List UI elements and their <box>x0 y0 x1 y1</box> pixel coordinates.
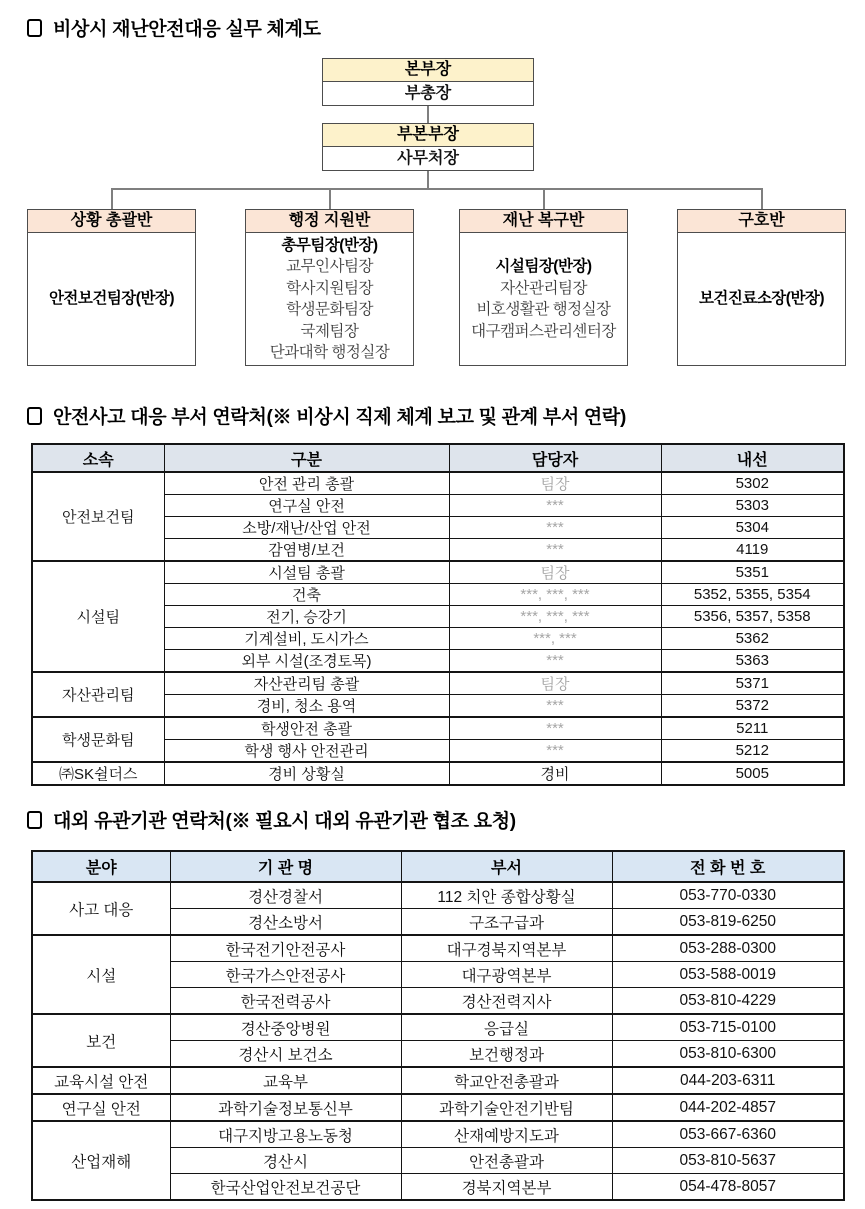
table-cell: ***, ***, *** <box>449 606 661 628</box>
org-branch-disaster-recovery <box>459 209 628 366</box>
org-branch-member: 학생문화팀장 <box>286 301 373 318</box>
table-row <box>32 1067 844 1094</box>
table-cell: 5302 <box>661 472 844 495</box>
table-cell: 053-810-6300 <box>612 1041 844 1068</box>
table-row <box>32 717 844 740</box>
table-cell: 과학기술안전기반팀 <box>401 1094 612 1121</box>
table-cell: 경산시 <box>170 1148 401 1174</box>
connector-line <box>543 188 545 209</box>
table-cell: 경비 <box>449 762 661 785</box>
table-cell: 기계설비, 도시가스 <box>164 628 449 650</box>
table-cell: 산재예방지도과 <box>401 1121 612 1148</box>
table-cell: 자산관리팀 총괄 <box>164 672 449 695</box>
table-cell: ***, ***, *** <box>449 584 661 606</box>
connector-line <box>427 171 429 188</box>
group-cell: 산업재해 <box>32 1121 170 1200</box>
table-row <box>32 561 844 584</box>
square-bullet-icon <box>27 407 42 425</box>
section-title-text: 대외 유관기관 연락처(※ 필요시 대외 유관기관 협조 요청) <box>53 811 516 832</box>
table-row <box>32 472 844 495</box>
table-cell: 5212 <box>661 740 844 763</box>
section-title-external-contacts <box>27 806 516 833</box>
table-cell: 대구경북지역본부 <box>401 935 612 962</box>
table-cell: 5303 <box>661 495 844 517</box>
connector-line <box>427 106 429 123</box>
section-title-dept-contacts <box>27 402 626 429</box>
org-branch-title: 행정 지원반 <box>246 210 413 233</box>
table-cell: 053-667-6360 <box>612 1121 844 1148</box>
table-cell: 안전총괄과 <box>401 1148 612 1174</box>
table-cell: ***, *** <box>449 628 661 650</box>
table-cell: 053-288-0300 <box>612 935 844 962</box>
org-branch-member: 자산관리팀장 <box>500 279 587 297</box>
connector-line <box>111 188 113 209</box>
table-cell: 053-810-5637 <box>612 1148 844 1174</box>
table-row <box>32 935 844 962</box>
org-branch-title: 구호반 <box>678 210 845 233</box>
table-cell: 안전 관리 총괄 <box>164 472 449 495</box>
table-cell: 5371 <box>661 672 844 695</box>
org-branch-title: 상황 총괄반 <box>28 210 195 233</box>
table-cell: 경산경찰서 <box>170 882 401 909</box>
group-cell: 시설 <box>32 935 170 1014</box>
table-cell: 한국가스안전공사 <box>170 962 401 988</box>
table-cell: 경산소방서 <box>170 909 401 936</box>
table-cell: *** <box>449 740 661 763</box>
org-branch-member: 비호생활관 행정실장 <box>476 301 611 318</box>
table-cell: 보건행정과 <box>401 1041 612 1068</box>
org-branch-member: 보건진료소장(반장) <box>698 290 825 308</box>
table-cell: 5363 <box>661 650 844 673</box>
table-cell: 학교안전총괄과 <box>401 1067 612 1094</box>
column-header: 내선 <box>661 444 844 472</box>
square-bullet-icon <box>27 811 42 829</box>
column-header: 부서 <box>401 851 612 882</box>
org-branch-members <box>678 233 845 365</box>
org-box-title: 본부장 <box>323 59 533 82</box>
table-cell: 5351 <box>661 561 844 584</box>
table-cell: 053-819-6250 <box>612 909 844 936</box>
table-row <box>32 1121 844 1148</box>
table-cell: 경비 상황실 <box>164 762 449 785</box>
org-branch-member: 학사지원팀장 <box>286 279 373 297</box>
table-cell: 5372 <box>661 695 844 718</box>
table-cell: 응급실 <box>401 1014 612 1041</box>
connector-line <box>329 188 331 209</box>
table-cell: 4119 <box>661 539 844 562</box>
table-cell: 5304 <box>661 517 844 539</box>
org-branch-member: 단과대학 행정실장 <box>269 344 390 361</box>
table-cell: 팀장 <box>449 672 661 695</box>
section-title-text: 안전사고 대응 부서 연락처(※ 비상시 직제 체계 보고 및 관계 부서 연락) <box>53 407 626 428</box>
org-branch-members <box>246 233 413 365</box>
org-branch-members <box>460 233 627 365</box>
org-branch-member: 총무팀장(반장) <box>281 236 378 254</box>
group-cell: 사고 대응 <box>32 882 170 935</box>
table-cell: *** <box>449 495 661 517</box>
table-cell: 한국산업안전보건공단 <box>170 1174 401 1201</box>
table-cell: 5211 <box>661 717 844 740</box>
table-cell: 대구광역본부 <box>401 962 612 988</box>
column-header: 구분 <box>164 444 449 472</box>
connector-line <box>111 188 762 190</box>
column-header: 담당자 <box>449 444 661 472</box>
column-header: 소속 <box>32 444 164 472</box>
table-cell: 053-770-0330 <box>612 882 844 909</box>
table-cell: 경산시 보건소 <box>170 1041 401 1068</box>
table-cell: 연구실 안전 <box>164 495 449 517</box>
table-cell: *** <box>449 517 661 539</box>
external-contact-table <box>31 850 845 1201</box>
group-cell: 연구실 안전 <box>32 1094 170 1121</box>
group-cell: ㈜SK쉴더스 <box>32 762 164 785</box>
table-cell: 경산중앙병원 <box>170 1014 401 1041</box>
connector-line <box>761 188 763 209</box>
org-box-holder: 사무처장 <box>397 150 459 167</box>
section-title-text: 비상시 재난안전대응 실무 체계도 <box>53 19 321 40</box>
table-cell: 대구지방고용노동청 <box>170 1121 401 1148</box>
table-row <box>32 1014 844 1041</box>
table-cell: 044-203-6311 <box>612 1067 844 1094</box>
table-header-row <box>32 444 844 472</box>
table-cell: 학생 행사 안전관리 <box>164 740 449 763</box>
org-branch-member: 안전보건팀장(반장) <box>48 290 175 308</box>
table-cell: 소방/재난/산업 안전 <box>164 517 449 539</box>
org-branch-admin-support <box>245 209 414 366</box>
table-cell: 건축 <box>164 584 449 606</box>
org-branch-member: 교무인사팀장 <box>286 258 373 275</box>
table-cell: 경비, 청소 용역 <box>164 695 449 718</box>
table-cell: 팀장 <box>449 561 661 584</box>
square-bullet-icon <box>27 19 42 37</box>
table-cell: 구조구급과 <box>401 909 612 936</box>
org-branch-member: 국제팀장 <box>300 322 359 340</box>
group-cell: 자산관리팀 <box>32 672 164 717</box>
group-cell: 학생문화팀 <box>32 717 164 762</box>
table-cell: 교육부 <box>170 1067 401 1094</box>
table-cell: *** <box>449 539 661 562</box>
table-cell: 과학기술정보통신부 <box>170 1094 401 1121</box>
table-cell: *** <box>449 695 661 718</box>
column-header: 분야 <box>32 851 170 882</box>
table-cell: 외부 시설(조경토목) <box>164 650 449 673</box>
table-cell: 054-478-8057 <box>612 1174 844 1201</box>
table-cell: 학생안전 총괄 <box>164 717 449 740</box>
table-cell: 5356, 5357, 5358 <box>661 606 844 628</box>
table-row <box>32 672 844 695</box>
org-branch-member: 대구캠퍼스관리센터장 <box>471 322 616 340</box>
table-cell: 경산전력지사 <box>401 988 612 1015</box>
table-cell: 053-810-4229 <box>612 988 844 1015</box>
org-branch-situation-control <box>27 209 196 366</box>
table-cell: 5362 <box>661 628 844 650</box>
org-box-title: 부본부장 <box>323 124 533 147</box>
table-cell: *** <box>449 717 661 740</box>
org-branch-relief <box>677 209 846 366</box>
table-cell: 044-202-4857 <box>612 1094 844 1121</box>
table-cell: 한국전기안전공사 <box>170 935 401 962</box>
table-cell: 경북지역본부 <box>401 1174 612 1201</box>
column-header: 기 관 명 <box>170 851 401 882</box>
org-box-holder: 부총장 <box>404 85 452 102</box>
table-cell: 한국전력공사 <box>170 988 401 1015</box>
table-cell: 전기, 승강기 <box>164 606 449 628</box>
table-cell: 112 치안 종합상황실 <box>401 882 612 909</box>
table-cell: 5005 <box>661 762 844 785</box>
table-row <box>32 1094 844 1121</box>
table-cell: 팀장 <box>449 472 661 495</box>
table-header-row <box>32 851 844 882</box>
table-cell: 5352, 5355, 5354 <box>661 584 844 606</box>
table-row <box>32 762 844 785</box>
column-header: 전 화 번 호 <box>612 851 844 882</box>
table-row <box>32 882 844 909</box>
group-cell: 보건 <box>32 1014 170 1067</box>
table-cell: 시설팀 총괄 <box>164 561 449 584</box>
org-box-headquarters-chief <box>322 58 534 106</box>
group-cell: 교육시설 안전 <box>32 1067 170 1094</box>
table-cell: 감염병/보건 <box>164 539 449 562</box>
org-branch-member: 시설팀장(반장) <box>495 258 592 275</box>
org-branch-members <box>28 233 195 365</box>
dept-contact-table <box>31 443 845 786</box>
group-cell: 시설팀 <box>32 561 164 672</box>
group-cell: 안전보건팀 <box>32 472 164 561</box>
table-cell: 053-715-0100 <box>612 1014 844 1041</box>
section-title-org-chart <box>27 14 321 41</box>
table-cell: 053-588-0019 <box>612 962 844 988</box>
org-branch-title: 재난 복구반 <box>460 210 627 233</box>
table-cell: *** <box>449 650 661 673</box>
org-box-deputy-chief <box>322 123 534 171</box>
